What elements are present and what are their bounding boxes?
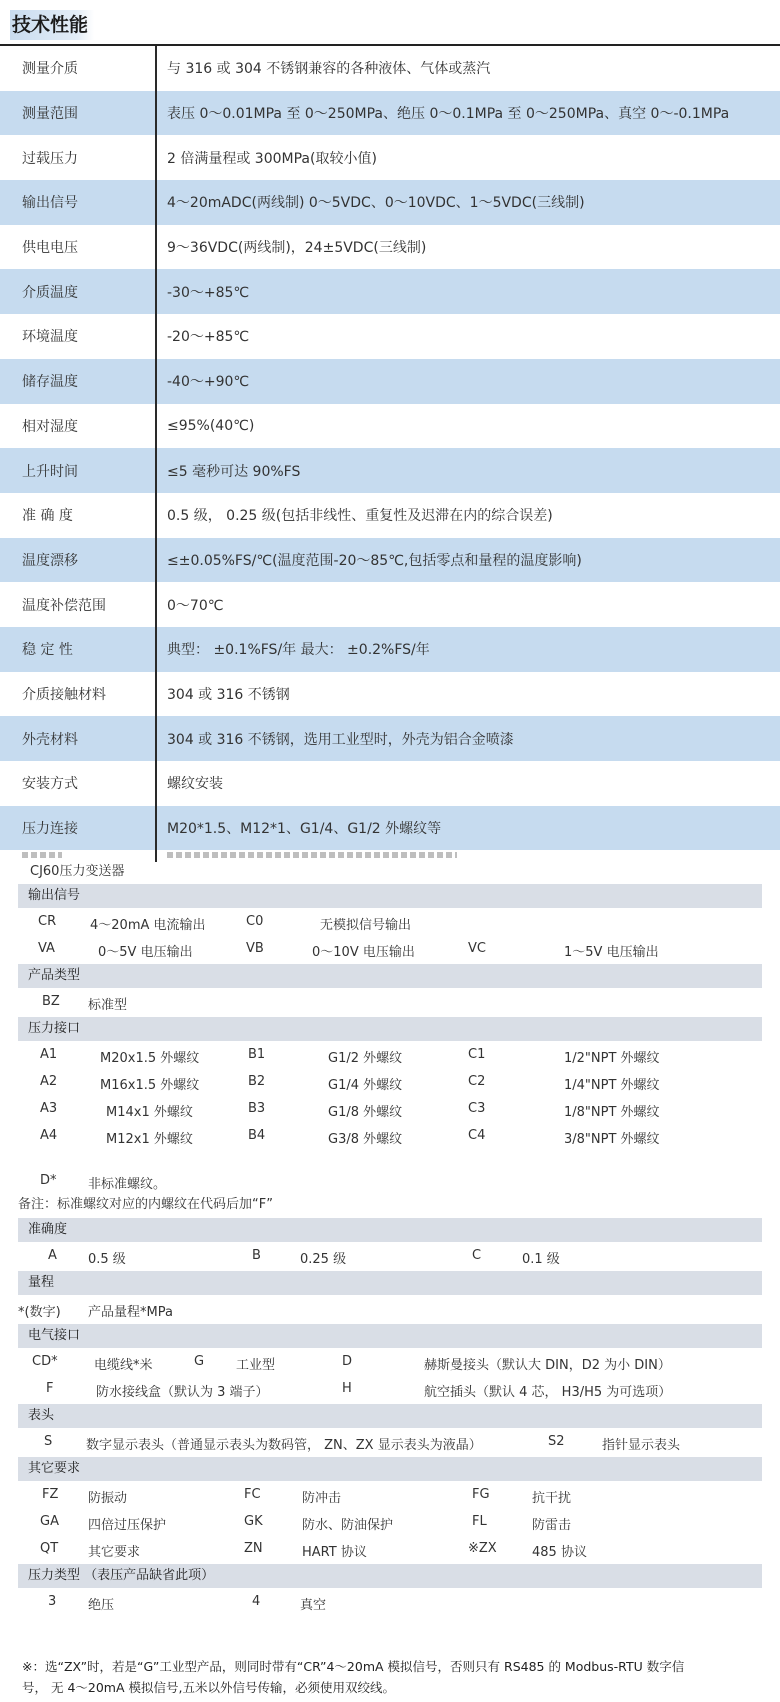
option-code: H <box>342 1381 352 1396</box>
option-desc: 防冲击 <box>302 1491 342 1506</box>
spec-value: 螺纹安装 <box>167 776 223 793</box>
spec-value: -20～+85℃ <box>167 329 250 346</box>
cut-off-value <box>167 852 457 858</box>
option-row <box>18 1428 762 1455</box>
section-head-output: 输出信号 <box>18 884 762 908</box>
option-desc: 航空插头（默认 4 芯， H3/H5 为可选项） <box>424 1385 672 1400</box>
spec-label: 相对湿度 <box>22 418 78 435</box>
option-desc: 电缆线*米 <box>94 1358 153 1373</box>
option-desc: 防水、防油保护 <box>302 1518 394 1533</box>
option-code: G <box>194 1354 205 1369</box>
option-row <box>18 1041 762 1068</box>
option-desc: 其它要求 <box>88 1545 141 1560</box>
spec-value: 4～20mADC(两线制) 0～5VDC、0～10VDC、1～5VDC(三线制) <box>167 195 585 212</box>
spec-label: 环境温度 <box>22 329 78 346</box>
column-divider <box>155 46 157 91</box>
spec-row <box>0 806 780 851</box>
column-divider <box>155 538 157 583</box>
option-desc: HART 协议 <box>302 1545 367 1560</box>
column-divider <box>155 672 157 717</box>
column-divider <box>155 761 157 806</box>
option-desc: 0～5V 电压输出 <box>98 945 193 960</box>
spec-row <box>0 46 780 91</box>
option-code: D* <box>40 1173 57 1188</box>
column-divider <box>155 493 157 538</box>
option-desc: 标准型 <box>88 998 128 1013</box>
option-code: S <box>44 1434 53 1449</box>
option-code: FG <box>472 1487 490 1502</box>
port-note: 备注：标准螺纹对应的内螺纹在代码后加“F” <box>18 1197 273 1212</box>
option-code: C1 <box>468 1047 486 1062</box>
option-row <box>18 1068 762 1095</box>
option-code: FL <box>472 1514 487 1529</box>
column-divider <box>155 716 157 761</box>
spec-label: 压力连接 <box>22 821 78 838</box>
spec-value: 304 或 316 不锈钢 <box>167 686 290 703</box>
option-desc: 非标准螺纹。 <box>88 1177 167 1192</box>
spec-label: 安装方式 <box>22 776 78 793</box>
spec-label: 温度补偿范围 <box>22 597 106 614</box>
option-code: 4 <box>252 1594 261 1609</box>
option-code: VA <box>38 941 55 956</box>
option-code: ZN <box>244 1541 263 1556</box>
option-desc: 1/8"NPT 外螺纹 <box>564 1105 660 1120</box>
option-code: VC <box>468 941 486 956</box>
option-desc: 赫斯曼接头（默认大 DIN，D2 为小 DIN） <box>424 1358 671 1373</box>
option-row <box>18 1167 762 1194</box>
option-code: C2 <box>468 1074 486 1089</box>
option-desc: 0～10V 电压输出 <box>312 945 415 960</box>
option-desc: G1/8 外螺纹 <box>328 1105 403 1120</box>
spec-value: 典型： ±0.1%FS/年 最大： ±0.2%FS/年 <box>167 642 430 659</box>
option-code: A2 <box>40 1074 58 1089</box>
section-head-port: 压力接口 <box>18 1017 762 1041</box>
option-code: B3 <box>248 1101 266 1116</box>
option-code: C0 <box>246 914 264 929</box>
option-desc: M14x1 外螺纹 <box>106 1105 193 1120</box>
column-divider <box>155 269 157 314</box>
option-desc: 0.25 级 <box>300 1252 347 1267</box>
spec-label: 介质温度 <box>22 284 78 301</box>
spec-label: 供电电压 <box>22 240 78 257</box>
spec-value: 2 倍满量程或 300MPa(取较小值) <box>167 150 377 167</box>
column-divider <box>155 135 157 180</box>
option-row <box>18 1095 762 1122</box>
option-desc: 485 协议 <box>532 1545 587 1560</box>
spec-label: 外壳材料 <box>22 731 78 748</box>
option-desc: 工业型 <box>236 1358 276 1373</box>
option-row <box>18 1348 762 1375</box>
option-desc: 产品量程*MPa <box>88 1305 173 1320</box>
spec-row <box>0 493 780 538</box>
page-title: 技术性能 <box>10 10 94 40</box>
spec-label: 上升时间 <box>22 463 78 480</box>
option-desc: 防振动 <box>88 1491 128 1506</box>
option-code: CR <box>38 914 57 929</box>
footnote-line: ※：选“ZX”时，若是“G”工业型产品，则同时带有“CR”4～20mA 模拟信号，否则只有 RS485 的 Modbus-RTU 数字信 <box>22 1659 685 1674</box>
option-code: C4 <box>468 1128 486 1143</box>
section-head-electric: 电气接口 <box>18 1324 762 1348</box>
column-divider <box>155 359 157 404</box>
option-code: 3 <box>48 1594 57 1609</box>
option-desc: 绝压 <box>88 1598 115 1613</box>
option-row <box>18 935 762 962</box>
option-code: CD* <box>32 1354 58 1369</box>
option-row <box>18 1535 762 1562</box>
option-desc: M20x1.5 外螺纹 <box>100 1051 200 1066</box>
option-code: GA <box>40 1514 59 1529</box>
spec-value: 表压 0～0.01MPa 至 0～250MPa、绝压 0～0.1MPa 至 0～250MPa、真空 0～-0.1MPa <box>167 106 730 123</box>
section-head-range: 量程 <box>18 1271 762 1295</box>
column-divider <box>155 404 157 449</box>
spec-row <box>0 716 780 761</box>
title-bar <box>0 0 780 45</box>
spec-row <box>0 135 780 180</box>
spec-value: M20*1.5、M12*1、G1/4、G1/2 外螺纹等 <box>167 821 442 838</box>
spec-row <box>0 538 780 583</box>
option-desc: 4～20mA 电流输出 <box>90 918 206 933</box>
option-code: A <box>48 1248 57 1263</box>
option-desc: 四倍过压保护 <box>88 1518 167 1533</box>
spec-row <box>0 761 780 806</box>
option-code: C <box>472 1248 482 1263</box>
spec-label: 测量范围 <box>22 106 78 123</box>
spec-value: -40～+90℃ <box>167 374 250 391</box>
spec-label: 测量介质 <box>22 61 78 78</box>
option-row <box>18 1508 762 1535</box>
spec-row <box>0 180 780 225</box>
option-code: B <box>252 1248 261 1263</box>
spec-row <box>0 225 780 270</box>
option-desc: 0.1 级 <box>522 1252 560 1267</box>
spec-value: ≤±0.05%FS/℃(温度范围-20～85℃,包括零点和量程的温度影响) <box>167 552 582 569</box>
option-code: A3 <box>40 1101 58 1116</box>
spec-row <box>0 582 780 627</box>
option-desc: 指针显示表头 <box>602 1438 681 1453</box>
option-desc: 抗干扰 <box>532 1491 572 1506</box>
option-row <box>18 1375 762 1402</box>
option-row <box>18 988 762 1015</box>
option-code: FC <box>244 1487 261 1502</box>
spec-value: 0～70℃ <box>167 597 224 614</box>
option-desc: 无模拟信号输出 <box>320 918 412 933</box>
spec-table <box>0 46 780 850</box>
section-head-type: 产品类型 <box>18 964 762 988</box>
spec-value: ≤95%(40℃) <box>167 417 255 434</box>
column-divider <box>155 582 157 627</box>
option-code: B2 <box>248 1074 266 1089</box>
option-code: GK <box>244 1514 263 1529</box>
model-selection <box>18 862 762 1615</box>
option-row <box>18 1588 762 1615</box>
option-row <box>18 908 762 935</box>
spec-row <box>0 91 780 136</box>
spec-label: 输出信号 <box>22 195 78 212</box>
footnote-line: 号， 无 4～20mA 模拟信号,五米以外信号传输，必须使用双绞线。 <box>22 1680 395 1695</box>
option-code: BZ <box>42 994 60 1009</box>
spec-label: 储存温度 <box>22 374 78 391</box>
option-code: FZ <box>42 1487 59 1502</box>
spec-row <box>0 448 780 493</box>
option-code: B1 <box>248 1047 266 1062</box>
footnote <box>22 1656 770 1698</box>
option-code: VB <box>246 941 264 956</box>
model-title: CJ60压力变送器 <box>30 864 125 879</box>
option-desc: M12x1 外螺纹 <box>106 1132 193 1147</box>
option-row <box>18 1122 762 1149</box>
spec-label: 准 确 度 <box>22 508 73 525</box>
option-desc: G1/2 外螺纹 <box>328 1051 403 1066</box>
section-head-pressure-type: 压力类型 （表压产品缺省此项） <box>18 1564 762 1588</box>
spec-value: 304 或 316 不锈钢，选用工业型时，外壳为铝合金喷漆 <box>167 731 514 748</box>
option-code: D <box>342 1354 353 1369</box>
option-desc: 0.5 级 <box>88 1252 126 1267</box>
option-desc: 防水接线盒（默认为 3 端子） <box>96 1385 269 1400</box>
spec-value: -30～+85℃ <box>167 284 250 301</box>
spec-row <box>0 314 780 359</box>
spec-row <box>0 269 780 314</box>
option-row <box>18 1295 762 1322</box>
option-code: *(数字) <box>18 1305 61 1320</box>
column-divider <box>155 91 157 136</box>
option-code: C3 <box>468 1101 486 1116</box>
option-desc: 真空 <box>300 1598 327 1613</box>
column-divider <box>155 180 157 225</box>
column-divider <box>155 314 157 359</box>
section-head-other: 其它要求 <box>18 1457 762 1481</box>
option-code: A4 <box>40 1128 58 1143</box>
spec-row <box>0 672 780 717</box>
cut-off-label <box>22 852 62 858</box>
option-desc: M16x1.5 外螺纹 <box>100 1078 200 1093</box>
option-desc: 数字显示表头（普通显示表头为数码管， ZN、ZX 显示表头为液晶） <box>86 1438 482 1453</box>
option-desc: 1/2"NPT 外螺纹 <box>564 1051 660 1066</box>
column-divider <box>155 448 157 493</box>
option-desc: 防雷击 <box>532 1518 572 1533</box>
spec-value: 9～36VDC(两线制)，24±5VDC(三线制) <box>167 240 427 257</box>
column-divider <box>155 225 157 270</box>
column-divider <box>155 850 157 862</box>
section-head-accuracy: 准确度 <box>18 1218 762 1242</box>
option-desc: G1/4 外螺纹 <box>328 1078 403 1093</box>
spec-value: 与 316 或 304 不锈钢兼容的各种液体、气体或蒸汽 <box>167 61 491 78</box>
option-desc: 3/8"NPT 外螺纹 <box>564 1132 660 1147</box>
option-code: F <box>46 1381 54 1396</box>
option-row <box>18 1481 762 1508</box>
option-row <box>18 1242 762 1269</box>
spec-label: 温度漂移 <box>22 552 78 569</box>
option-code: QT <box>40 1541 59 1556</box>
spec-row <box>0 404 780 449</box>
option-code: S2 <box>548 1434 565 1449</box>
option-desc: 1～5V 电压输出 <box>564 945 659 960</box>
spec-label: 介质接触材料 <box>22 686 106 703</box>
spec-value: 0.5 级， 0.25 级(包括非线性、重复性及迟滞在内的综合误差) <box>167 508 553 525</box>
spec-label: 稳 定 性 <box>22 642 73 659</box>
section-head-display: 表头 <box>18 1404 762 1428</box>
cut-off-row <box>0 850 780 862</box>
spec-row <box>0 359 780 404</box>
spec-row <box>0 627 780 672</box>
option-desc: 1/4"NPT 外螺纹 <box>564 1078 660 1093</box>
option-code: B4 <box>248 1128 266 1143</box>
option-desc: G3/8 外螺纹 <box>328 1132 403 1147</box>
option-code: ※ZX <box>468 1541 497 1556</box>
spacer <box>18 1149 762 1167</box>
column-divider <box>155 627 157 672</box>
spec-label: 过载压力 <box>22 150 78 167</box>
option-code: A1 <box>40 1047 58 1062</box>
column-divider <box>155 806 157 851</box>
spec-value: ≤5 毫秒可达 90%FS <box>167 463 301 480</box>
